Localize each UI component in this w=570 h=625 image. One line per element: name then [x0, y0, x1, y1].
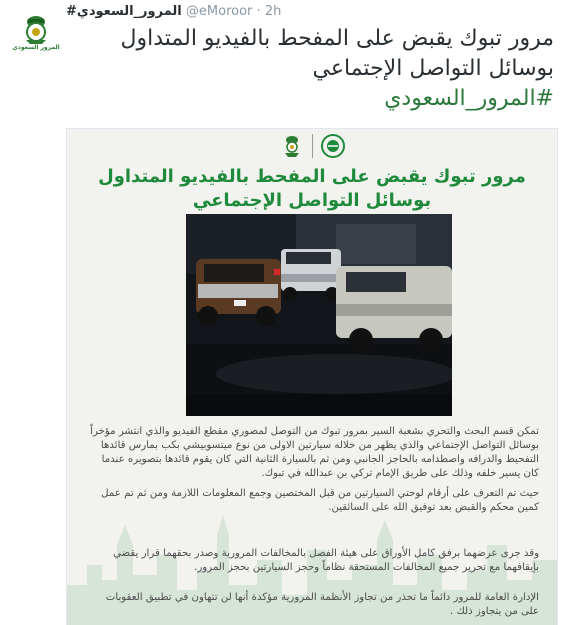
card-title [87, 165, 537, 213]
display-name[interactable]: المرور_السعودي [76, 4, 182, 19]
handle[interactable]: @eMoroor [185, 4, 253, 19]
timestamp[interactable]: 2h [264, 4, 282, 19]
separator: · [256, 4, 261, 19]
card-title-line-2: بوسائل التواصل الإجتماعي [192, 190, 432, 211]
traffic-logo-icon [278, 132, 306, 160]
hashtag-link[interactable]: #المرور_السعودي [384, 86, 554, 111]
tweet-header [66, 4, 556, 24]
avatar-label: المرور السعودي [12, 44, 60, 51]
card-paragraph-3: وقد جرى عرضهما برفق كامل الأوراق على هيئة الفصل بالمخالفات المرورية وصدر بحقهما قرار يقضي بإيقافهما مع تحرير جميع المخالفات المستحقة نظاماً وحجز السيارتين بحجز المرور. [113, 548, 539, 573]
card-paragraph-2: حيث تم التعرف على أرقام لوحتي السيارتين من قبل المختصين وجمع المعلومات اللازمة ومن ثم تم عمل كمين محكم والقبض بعد توفيق الله على السائقين. [101, 488, 539, 513]
attached-image[interactable] [66, 128, 558, 625]
cars-photo [186, 214, 452, 416]
tweet-text [64, 24, 554, 114]
ministry-logo-icon [319, 132, 347, 160]
card-paragraph-1: تمكن قسم البحث والتحري بشعبة السير بمرور تبوك من التوصل لمصوري مقطع الفيديو والذي انتشر مؤخراً بوسائل التواصل الإجتماعي والذي يظهر من خلاله سيارتين الاولى من نوع ميتسوبيشي بكب بمارس قائدها التفحيط والدرافه واصطدامه بالحاجز الجانبي ومن ثم بالسيارة الثانية التي كان يقوم قائدها بتصويره عندما كان يسير خلفه وذلك على طريق الإمام تركي بن عبدالله في تبوك. [90, 426, 539, 479]
hash-prefix: # [66, 4, 77, 19]
tweet-text-main: مرور تبوك يقبض على المفحط بالفيديو المتداول بوسائل التواصل الإجتماعي [120, 26, 554, 81]
card-logos [272, 129, 352, 163]
card-title-line-1: مرور تبوك يقبض على المفحط بالفيديو المتداول [98, 166, 526, 187]
cars-photo-graphic [186, 214, 452, 416]
card-paragraph-4: الإدارة العامة للمرور دائماً ما تحذر من تجاوز الأنظمة المرورية مؤكدة أنها لن تتهاون في تطبيق العقوبات على من يتجاوز ذلك . [105, 592, 539, 617]
